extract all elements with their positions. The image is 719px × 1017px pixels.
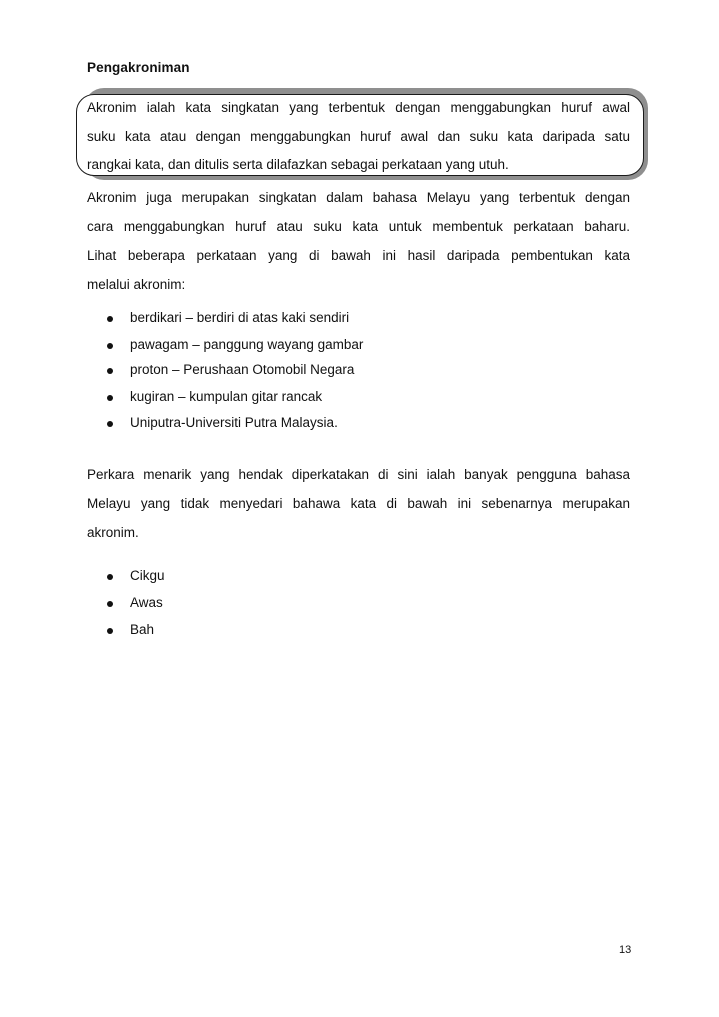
list-item-text: kugiran – kumpulan gitar rancak	[130, 389, 323, 404]
paragraph-line: Akronim juga merupakan singkatan dalam bahasa Melayu yang terbentuk dengan	[87, 190, 630, 205]
paragraph-interesting-note	[87, 460, 630, 547]
list-item-text: Uniputra-Universiti Putra Malaysia.	[130, 415, 338, 430]
list-item-text: Cikgu	[130, 568, 165, 583]
list-item-text: Awas	[130, 595, 163, 610]
list-item-text: Bah	[130, 622, 155, 637]
list-item-text: pawagam – panggung wayang gambar	[130, 337, 364, 352]
callout-line: Akronim ialah kata singkatan yang terbentuk dengan menggabungkan huruf awal	[87, 100, 630, 115]
bullet-icon	[107, 316, 113, 322]
bullet-icon	[107, 601, 113, 607]
paragraph-line: Lihat beberapa perkataan yang di bawah ini hasil daripada pembentukan kata	[87, 248, 630, 263]
bullet-icon	[107, 343, 113, 349]
paragraph-line: melalui akronim:	[87, 277, 186, 292]
section-heading: Pengakroniman	[87, 60, 190, 75]
paragraph-acronym-explanation	[87, 183, 630, 299]
paragraph-line: Melayu yang tidak menyedari bahawa kata di bawah ini sebenarnya merupakan	[87, 496, 630, 511]
paragraph-line: cara menggabungkan huruf atau suku kata untuk membentuk perkataan baharu.	[87, 219, 630, 234]
list-item-text: berdikari – berdiri di atas kaki sendiri	[130, 310, 350, 325]
page-number: 13	[619, 944, 632, 956]
bullet-icon	[107, 628, 113, 634]
callout-line: suku kata atau dengan menggabungkan huruf awal dan suku kata daripada satu	[87, 128, 630, 144]
bullet-icon	[107, 421, 113, 427]
definition-callout-text	[87, 94, 630, 180]
paragraph-line: akronim.	[87, 525, 139, 540]
bullet-icon	[107, 574, 113, 580]
list-item-text: proton – Perushaan Otomobil Negara	[130, 362, 355, 377]
callout-line: rangkai kata, dan ditulis serta dilafazkan sebagai perkataan yang utuh.	[87, 157, 509, 172]
bullet-icon	[107, 395, 113, 401]
bullet-icon	[107, 368, 113, 374]
paragraph-line: Perkara menarik yang hendak diperkatakan di sini ialah banyak pengguna bahasa	[87, 467, 630, 482]
